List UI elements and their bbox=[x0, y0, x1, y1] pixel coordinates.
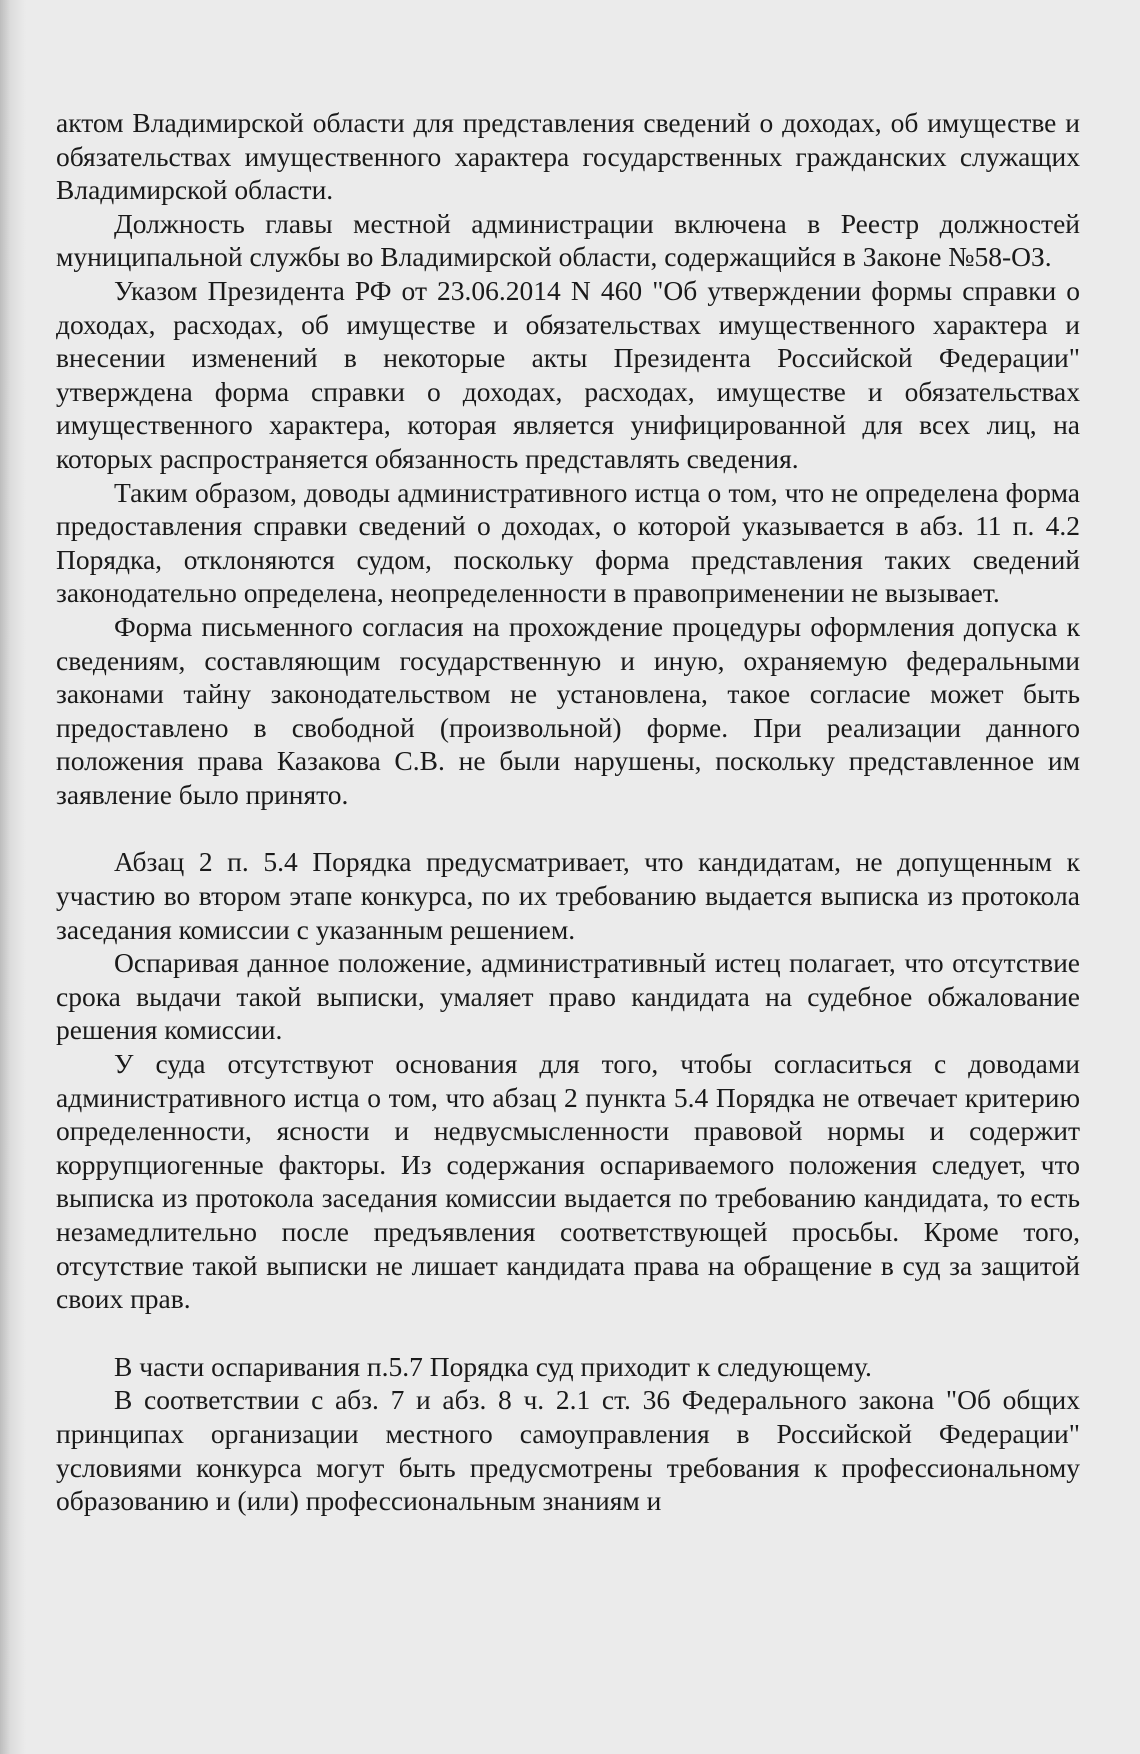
paragraph-clause-5-4: Абзац 2 п. 5.4 Порядка предусматривает, что кандидатам, не допущенным к участию во втором этапе конкурса, по их требованию выдается выписка из протокола заседания комиссии с указанным решением. bbox=[56, 846, 1080, 945]
paragraph-continuation: актом Владимирской области для представления сведений о доходах, об имуществе и обязательствах имущественного характера государственных гражданских служащих Владимирской области. bbox=[56, 107, 1080, 206]
paragraph-federal-law: В соответствии с абз. 7 и абз. 8 ч. 2.1 ст. 36 Федерального закона "Об общих принципах организации местного самоуправления в Российской Федерации" условиями конкурса могут быть предусмотрены требования к профессиональному образованию и (или) профессиональным знаниям и bbox=[56, 1384, 1080, 1517]
paragraph-clause-5-7: В части оспаривания п.5.7 Порядка суд приходит к следующему. bbox=[114, 1350, 872, 1382]
paragraph-conclusion-form: Таким образом, доводы административного истца о том, что не определена форма предоставления справки сведений о доходах, о которой указывается в абз. 11 п. 4.2 Порядка, отклоняются судом, поскольку форма представления таких сведений законодательно определена, неопределенности в правоприменении не вызывает. bbox=[56, 476, 1080, 609]
paragraph-gap bbox=[56, 811, 1080, 845]
paragraph-decree: Указом Президента РФ от 23.06.2014 N 460 "Об утверждении формы справки о доходах, расходах, об имуществе и обязательствах имущественного характера и внесении изменений в некоторые акты Президента Российской Федерации" утверждена форма справки о доходах, расходах, имуществе и обязательствах имущественного характера, которая является унифицированной для всех лиц, на которых распространяется обязанность представлять сведения. bbox=[56, 274, 1080, 474]
scan-edge-shadow bbox=[0, 0, 26, 1754]
document-body bbox=[56, 106, 1080, 1518]
paragraph-written-consent: Форма письменного согласия на прохождение процедуры оформления допуска к сведениям, составляющим государственную и иную, охраняемую федеральными законами тайну законодательством не установлена, такое согласие может быть предоставлено в свободной (произвольной) форме. При реализации данного положения права Казакова С.В. не были нарушены, поскольку представленное им заявление было принято. bbox=[56, 610, 1080, 810]
paragraph-registry: Должность главы местной администрации включена в Реестр должностей муниципальной службы во Владимирской области, содержащийся в Законе №58-ОЗ. bbox=[56, 207, 1080, 273]
paragraph-gap bbox=[56, 1316, 1080, 1350]
paragraph-court-reasoning: У суда отсутствуют основания для того, чтобы согласиться с доводами административного истца о том, что абзац 2 пункта 5.4 Порядка не отвечает критерию определенности, ясности и недвусмысленности правовой нормы и содержит коррупциогенные факторы. Из содержания оспариваемого положения следует, что выписка из протокола заседания комиссии выдается по требованию кандидата, то есть незамедлительно после предъявления соответствующей просьбы. Кроме того, отсутствие такой выписки не лишает кандидата права на обращение в суд за защитой своих прав. bbox=[56, 1048, 1080, 1315]
paragraph-dispute: Оспаривая данное положение, административный истец полагает, что отсутствие срока выдачи такой выписки, умаляет право кандидата на судебное обжалование решения комиссии. bbox=[56, 947, 1080, 1046]
